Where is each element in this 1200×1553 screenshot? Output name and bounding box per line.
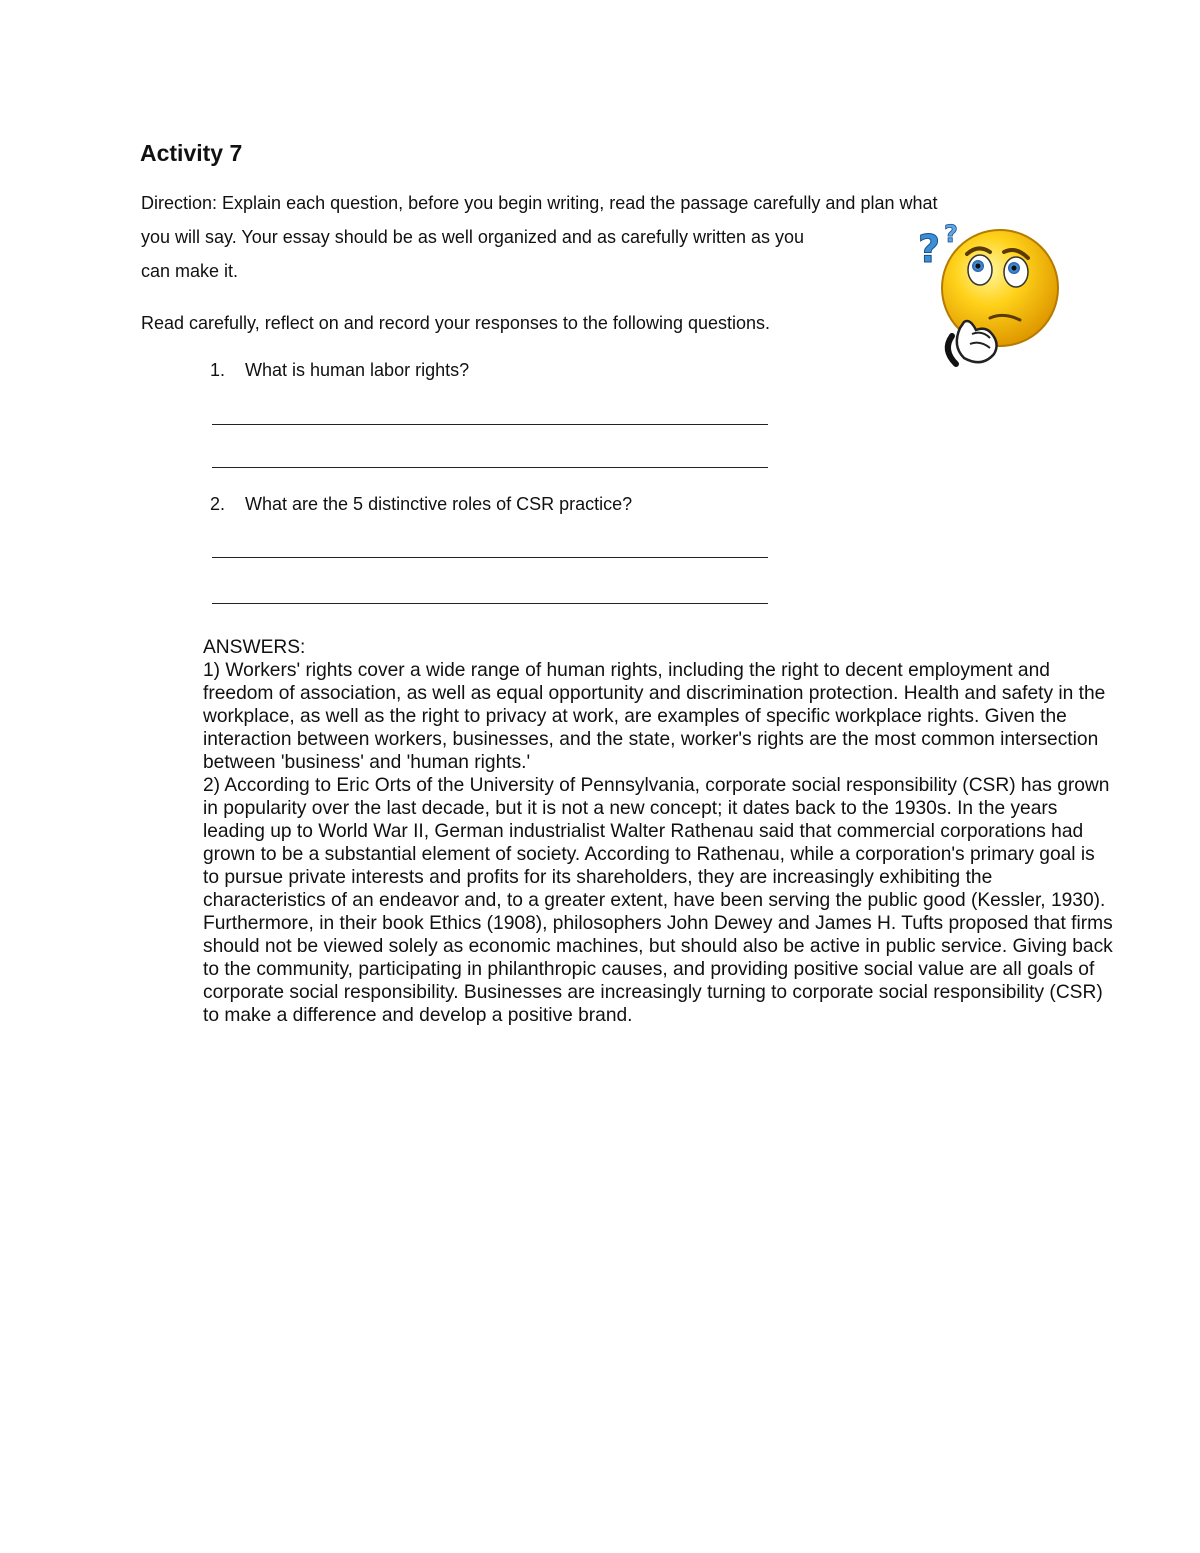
svg-text:?: ? — [918, 227, 941, 271]
answer-1: 1) Workers' rights cover a wide range of human rights, including the right to decent employment and freedom of association, as well as equal opportunity and discrimination protection. Health and safety in the workplace, as well as the right to privacy at work, are examples of specific workplace rights. Given the interaction between workers, businesses, and the state, worker's rights are the most common intersection between 'business' and 'human rights.' — [203, 660, 1106, 773]
answer-2: 2) According to Eric Orts of the University of Pennsylvania, corporate social responsibility (CSR) has grown in popularity over the last decade, but it is not a new concept; it dates back to the 1930s. In the years leading up to World War II, German industrialist Walter Rathenau said that commercial corporations had grown to be a substantial element of society. According to Rathenau, while a corporation's primary goal is to pursue private interests and profits for its shareholders, they are increasingly exhibiting the characteristics of an endeavor and, to a greater extent, have been serving the public good (Kessler, 1930). Furthermore, in their book Ethics (1908), philosophers John Dewey and James H. Tufts proposed that firms should not be viewed solely as economic machines, but should also be active in public service. Giving back to the community, participating in philanthropic causes, and providing positive social value are all goals of corporate social responsibility. Businesses are increasingly turning to corporate social responsibility (CSR) to make a difference and develop a positive brand. — [203, 775, 1113, 1026]
direction-line-3: can make it. — [141, 261, 239, 281]
answer-line-2a[interactable] — [212, 557, 768, 558]
answers-section — [203, 636, 1113, 1027]
question-1-number: 1. — [210, 360, 226, 380]
page-title: Activity 7 — [140, 140, 243, 166]
svg-text:?: ? — [944, 220, 958, 248]
question-2 — [210, 492, 632, 516]
answer-line-1a[interactable] — [212, 424, 768, 425]
thinking-face-question-marks-icon — [912, 218, 1064, 370]
direction-line-1: Direction: Explain each question, before you begin writing, read the passage carefully and plan what — [141, 193, 938, 213]
question-1 — [210, 358, 469, 382]
answer-line-2b[interactable] — [212, 603, 768, 604]
instruction-text: Read carefully, reflect on and record your responses to the following questions. — [141, 313, 771, 333]
direction-line-2: you will say. Your essay should be as well organized and as carefully written as you — [141, 227, 805, 247]
answers-heading: ANSWERS: — [203, 637, 306, 658]
question-2-number: 2. — [210, 494, 226, 514]
question-1-text: What is human labor rights? — [245, 360, 470, 380]
direction-paragraph — [141, 186, 1021, 288]
answer-line-1b[interactable] — [212, 467, 768, 468]
question-2-text: What are the 5 distinctive roles of CSR practice? — [245, 494, 633, 514]
